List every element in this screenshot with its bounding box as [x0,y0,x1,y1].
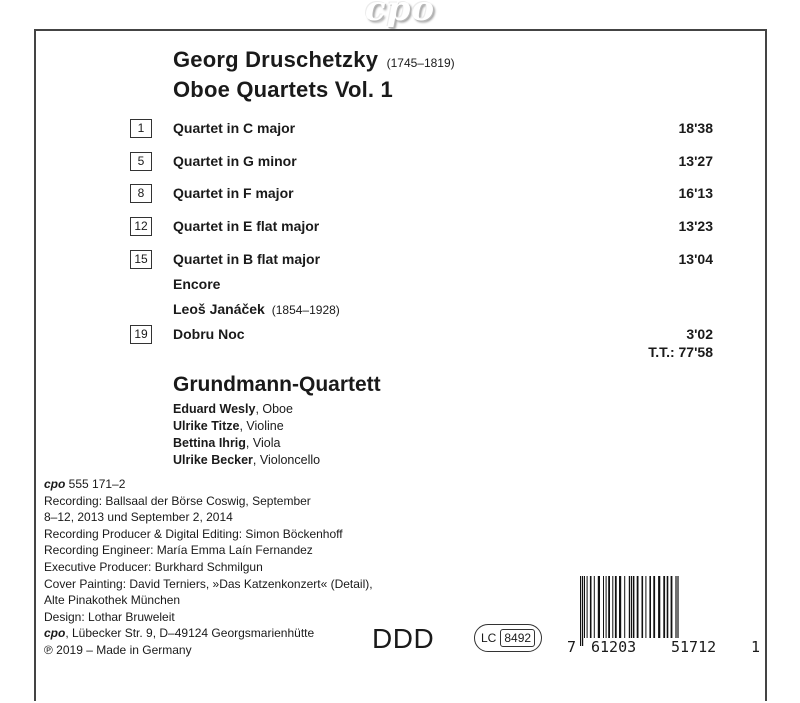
barcode-right-group: 51712 [671,638,717,656]
total-time: T.T.: 77'58 [648,344,713,360]
track-duration: 3'02 [686,326,713,342]
ensemble-member [173,453,320,467]
track-number-box: 5 [130,152,152,171]
track-duration: 18'38 [678,120,713,136]
album-title: Oboe Quartets Vol. 1 [173,77,393,102]
catalog-line [44,476,404,493]
track-title: Quartet in E flat major [173,218,320,234]
cpo-logo: cpo [364,0,436,29]
credit-line: Recording: Ballsaal der Börse Coswig, September [44,493,311,508]
encore-label: Encore [173,276,221,292]
track-title: Dobru Noc [173,326,245,342]
second-composer-dates: (1854–1928) [271,303,340,317]
copyright-line: ℗ 2019 – Made in Germany [44,642,192,657]
track-row [130,217,713,237]
credit-line: Cover Painting: David Terniers, »Das Katzenkonzert« (Detail), [44,576,373,591]
credit-line: Recording Producer & Digital Editing: Simon Böckenhoff [44,526,343,541]
barcode-left-group: 61203 [591,638,637,656]
member-role: , Violoncello [252,453,321,467]
track-title: Quartet in C major [173,120,296,136]
track-number-box: 1 [130,119,152,138]
address-text: , Lübecker Str. 9, D–49124 Georgsmarienhütte [65,626,315,641]
member-role: , Viola [245,436,281,450]
ensemble-name: Grundmann-Quartett [173,373,381,396]
track-row [130,325,713,345]
track-number-box: 19 [130,325,152,344]
track-row [130,152,713,172]
credit-line: Executive Producer: Burkhard Schmilgun [44,559,263,574]
composer-dates: (1745–1819) [386,56,455,70]
second-composer [173,301,340,317]
credit-line: Design: Lothar Bruweleit [44,609,175,624]
track-title: Quartet in B flat major [173,251,321,267]
ensemble-member [173,419,284,433]
catalog-number: 555 171–2 [65,477,126,491]
second-composer-name: Leoš Janáček [173,301,265,317]
credit-line: 8–12, 2013 und September 2, 2014 [44,510,233,525]
track-row [130,184,713,204]
address-label: cpo [44,626,66,641]
ensemble-member [173,436,280,450]
credit-line: Recording Engineer: María Emma Laín Fernandez [44,543,313,558]
track-number-box: 12 [130,217,152,236]
member-role: , Violine [239,419,284,433]
label-code-number: 8492 [500,629,535,647]
track-number-box: 15 [130,250,152,269]
composer-name: Georg Druschetzky [173,47,379,72]
track-row [130,250,713,270]
track-duration: 16'13 [678,185,713,201]
track-number-box: 8 [130,184,152,203]
track-duration: 13'04 [678,251,713,267]
label-code-prefix: LC [481,631,497,645]
barcode-first-digit: 7 [567,638,577,656]
credits-block [44,476,404,659]
member-name: Eduard Wesly [173,402,256,416]
track-row [130,119,713,139]
address-line [44,625,404,642]
label-code-badge [474,624,542,652]
member-name: Ulrike Becker [173,453,253,467]
composer-heading [173,47,455,73]
catalog-label: cpo [44,477,66,491]
barcode-check-digit: 1 [751,638,761,656]
barcode-bars [566,576,762,646]
track-title: Quartet in F major [173,185,294,201]
member-name: Bettina Ihrig [173,436,246,450]
member-name: Ulrike Titze [173,419,240,433]
ddd-mark: DDD [372,623,435,654]
track-duration: 13'27 [678,153,713,169]
barcode [566,576,762,660]
track-duration: 13'23 [678,218,713,234]
member-role: , Oboe [255,402,293,416]
credit-line: Alte Pinakothek München [44,593,181,608]
ensemble-member [173,402,293,416]
track-title: Quartet in G minor [173,153,297,169]
brand-strip [0,0,800,30]
